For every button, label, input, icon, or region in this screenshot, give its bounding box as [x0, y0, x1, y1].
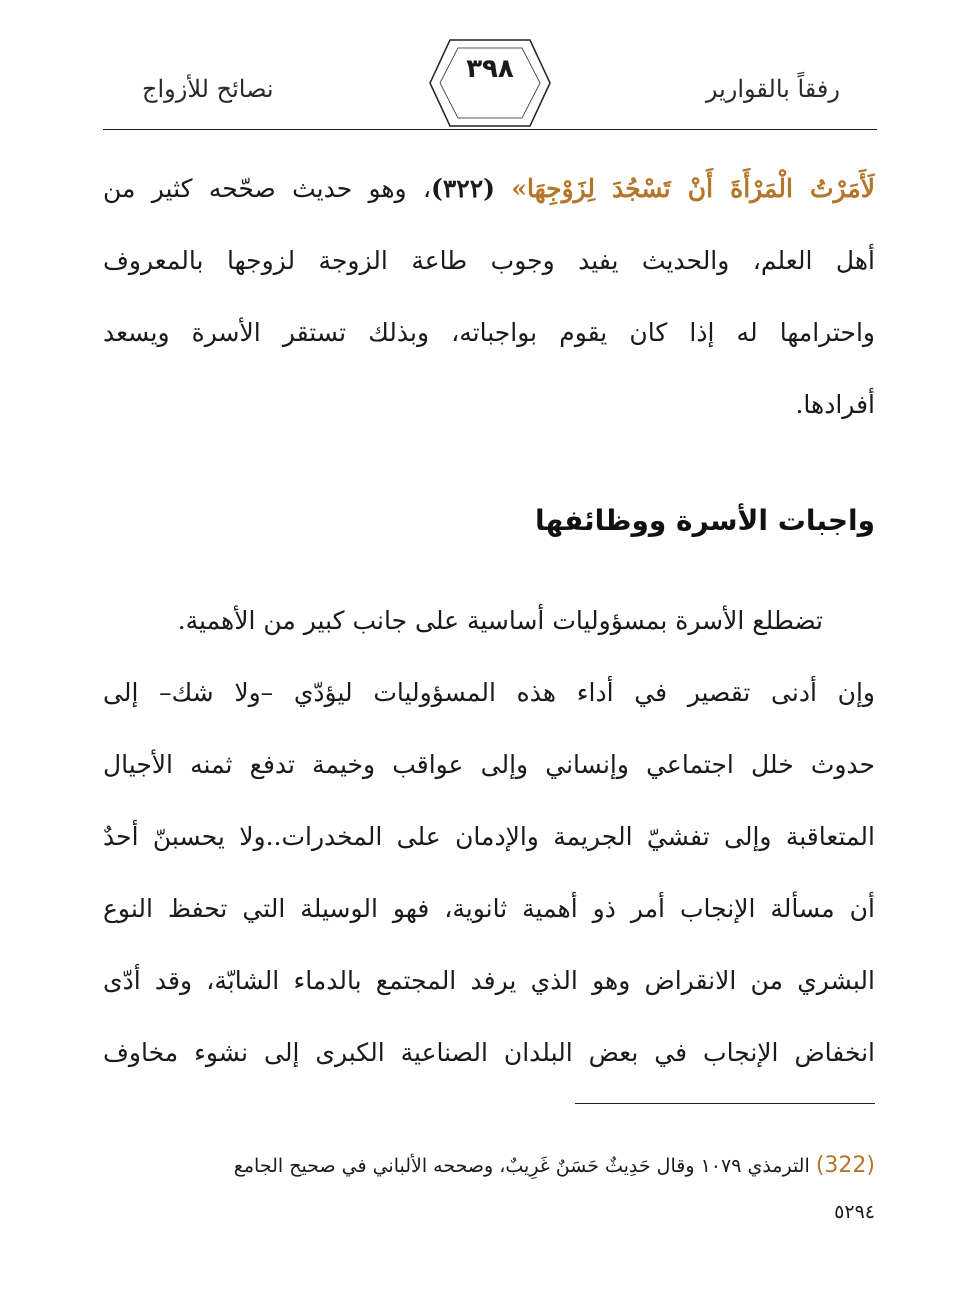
- reference-number: (٣٢٢): [431, 174, 496, 203]
- footnote-marker: (322): [815, 1153, 875, 1178]
- header-divider: [103, 129, 877, 130]
- paragraph-line: أفرادها.: [795, 390, 875, 419]
- section-heading: واجبات الأسرة ووظائفها: [534, 504, 875, 537]
- paragraph-line: البشري من الانقراض وهو الذي يرفد المجتمع بالدماء الشابّة، وقد أدّى: [103, 966, 875, 995]
- page-number-badge: [428, 38, 552, 128]
- paragraph-line: انخفاض الإنجاب في بعض البلدان الصناعية الكبرى إلى نشوء مخاوف: [103, 1038, 875, 1067]
- paragraph-line: واحترامها له إذا كان يقوم بواجباته، وبذلك تستقر الأسرة ويسعد: [103, 318, 875, 347]
- footnote-line: [103, 1143, 875, 1189]
- footnote-divider: [575, 1103, 875, 1104]
- paragraph-line: وإن أدنى تقصير في أداء هذه المسؤوليات ليؤدّي –ولا شك– إلى: [103, 678, 875, 707]
- footnote-line: ٥٢٩٤: [834, 1201, 875, 1223]
- line-text: ، وهو حديث صحّحه كثير من: [103, 174, 432, 203]
- paragraph-line: أهل العلم، والحديث يفيد وجوب طاعة الزوجة لزوجها بالمعروف: [103, 246, 875, 275]
- paragraph-line: أن مسألة الإنجاب أمر ذو أهمية ثانوية، فهو الوسيلة التي تحفظ النوع: [103, 894, 875, 923]
- chapter-title: نصائح للأزواج: [142, 75, 274, 103]
- paragraph-line: المتعاقبة وإلى تفشيّ الجريمة والإدمان على المخدرات..ولا يحسبنّ أحدٌ: [103, 822, 875, 851]
- paragraph-line: [103, 153, 875, 225]
- footnote: [103, 1143, 875, 1235]
- page-number: ٣٩٨: [466, 54, 514, 84]
- paragraph-line: تضطلع الأسرة بمسؤوليات أساسية على جانب كبير من الأهمية.: [177, 606, 823, 635]
- page-header: [0, 0, 980, 140]
- paragraph-2: [103, 585, 875, 1089]
- paragraph-line: حدوث خلل اجتماعي وإنساني وإلى عواقب وخيمة تدفع ثمنه الأجيال: [103, 750, 875, 779]
- paragraph-1: [103, 153, 875, 441]
- footnote-text: الترمذي ١٠٧٩ وقال حَدِيثٌ حَسَنٌ غَرِيبٌ، وصححه الألباني في صحيح الجامع: [233, 1155, 810, 1177]
- hadith-quote: لَأَمَرْتُ الْمَرْأَةَ أَنْ تَسْجُدَ لِزَوْجِهَا»: [511, 174, 875, 203]
- book-title: رفقاً بالقوارير: [705, 75, 840, 103]
